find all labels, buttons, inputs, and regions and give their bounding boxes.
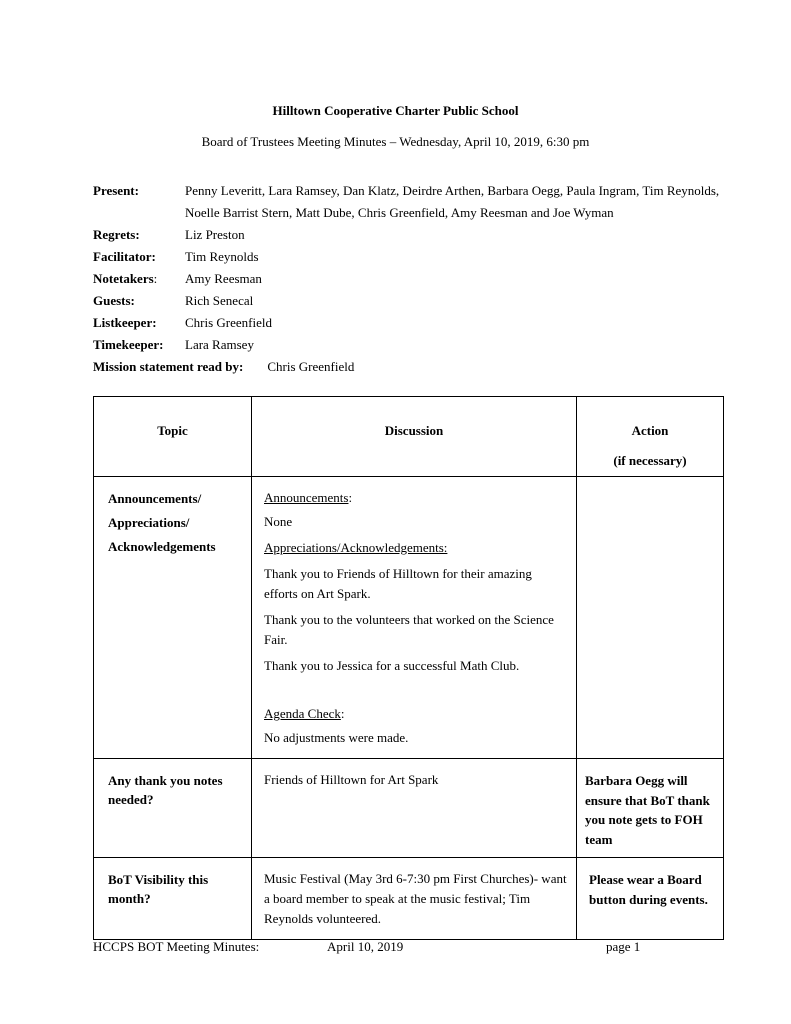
topic-line: Appreciations/ — [108, 515, 190, 530]
minutes-table — [93, 396, 724, 940]
discussion-text: Friends of Hilltown for Art Spark — [264, 772, 439, 787]
facilitator-row — [93, 246, 733, 268]
discussion-text: Music Festival (May 3rd 6-7:30 pm First Churches)- want a board member to speak at the music festival; Tim Reynolds volunteered. — [264, 871, 567, 926]
action-cell — [577, 759, 724, 858]
mission-row — [93, 356, 733, 378]
table-row — [94, 858, 724, 940]
topic-bot-visibility: BoT Visibility this month? — [108, 872, 209, 906]
regrets-value: Liz Preston — [185, 227, 245, 242]
mission-value: Chris Greenfield — [267, 359, 355, 374]
topic-announcements — [94, 477, 251, 567]
listkeeper-label: Listkeeper: — [93, 315, 157, 330]
present-row — [93, 180, 733, 224]
topic-cell — [94, 477, 252, 759]
topic-cell — [94, 858, 252, 940]
regrets-label: Regrets: — [93, 227, 140, 242]
footer-doc-name: HCCPS BOT Meeting Minutes: — [93, 939, 260, 954]
mission-label: Mission statement read by: — [93, 359, 244, 374]
action-bot-visibility: Please wear a Board button during events. — [589, 872, 708, 907]
thanks-item: Thank you to the volunteers that worked on the Science Fair. — [264, 612, 554, 647]
discussion-header-text: Discussion — [384, 423, 444, 438]
action-cell — [577, 858, 724, 940]
footer-page-number: page 1 — [606, 939, 641, 954]
document-title: Hilltown Cooperative Charter Public School — [272, 103, 519, 118]
topic-line: Acknowledgements — [108, 539, 216, 554]
action-cell — [577, 477, 724, 759]
notetakers-label — [93, 268, 185, 290]
thanks-item: Thank you to Jessica for a successful Math Club. — [264, 658, 520, 673]
present-label: Present: — [93, 183, 139, 198]
present-value: Penny Leveritt, Lara Ramsey, Dan Klatz, Deirdre Arthen, Barbara Oegg, Paula Ingram, Tim Reynolds, Noelle Barrist Stern, Matt Dube, Chris Greenfield, Amy Reesman and Joe Wyman — [185, 183, 720, 220]
notetakers-label-text: Notetakers — [93, 271, 154, 286]
announcements-colon: : — [348, 490, 353, 505]
appreciations-heading: Appreciations/Acknowledgements: — [264, 540, 448, 555]
discussion-bot-visibility — [252, 858, 576, 939]
discussion-announcements — [252, 477, 576, 758]
thanks-item: Thank you to Friends of Hilltown for their amazing efforts on Art Spark. — [264, 566, 532, 601]
guests-row — [93, 290, 733, 312]
topic-cell — [94, 759, 252, 858]
notetakers-row — [93, 268, 733, 290]
guests-label: Guests: — [93, 293, 135, 308]
attendance-block — [93, 180, 733, 378]
discussion-cell — [252, 759, 577, 858]
discussion-thank-you-notes — [252, 759, 576, 800]
table-header-row — [94, 397, 724, 477]
facilitator-label: Facilitator: — [93, 249, 156, 264]
timekeeper-value: Lara Ramsey — [185, 337, 254, 352]
topic-thank-you-notes: Any thank you notes needed? — [108, 773, 223, 807]
topic-header-text: Topic — [157, 423, 188, 438]
action-header-line1: Action — [631, 423, 669, 438]
document-subtitle: Board of Trustees Meeting Minutes – Wednesday, April 10, 2019, 6:30 pm — [201, 134, 590, 149]
discussion-cell — [252, 858, 577, 940]
listkeeper-value: Chris Greenfield — [185, 315, 273, 330]
topic-line: Announcements/ — [108, 491, 202, 506]
notetakers-colon: : — [153, 271, 158, 286]
action-header-text — [577, 397, 723, 476]
agenda-heading-text: Agenda Check — [264, 706, 341, 721]
announcements-text: None — [264, 514, 293, 529]
agenda-text: No adjustments were made. — [264, 730, 409, 745]
listkeeper-row — [93, 312, 733, 334]
table-row — [94, 759, 724, 858]
announcements-heading-text: Announcements — [264, 490, 349, 505]
action-header — [577, 397, 724, 477]
footer-date: April 10, 2019 — [327, 939, 404, 954]
timekeeper-label: Timekeeper: — [93, 337, 164, 352]
discussion-cell — [252, 477, 577, 759]
guests-value: Rich Senecal — [185, 293, 254, 308]
discussion-header — [252, 397, 577, 477]
agenda-heading — [264, 704, 568, 724]
action-header-line2: (if necessary) — [613, 453, 687, 468]
action-announcements — [577, 477, 723, 497]
announcements-heading — [264, 488, 568, 508]
regrets-row — [93, 224, 733, 246]
table-row — [94, 477, 724, 759]
agenda-colon: : — [340, 706, 345, 721]
action-thank-you-notes: Barbara Oegg will ensure that BoT thank you note gets to FOH team — [585, 773, 710, 847]
notetakers-value: Amy Reesman — [185, 271, 262, 286]
topic-header — [94, 397, 252, 477]
facilitator-value: Tim Reynolds — [185, 249, 259, 264]
timekeeper-row — [93, 334, 733, 356]
